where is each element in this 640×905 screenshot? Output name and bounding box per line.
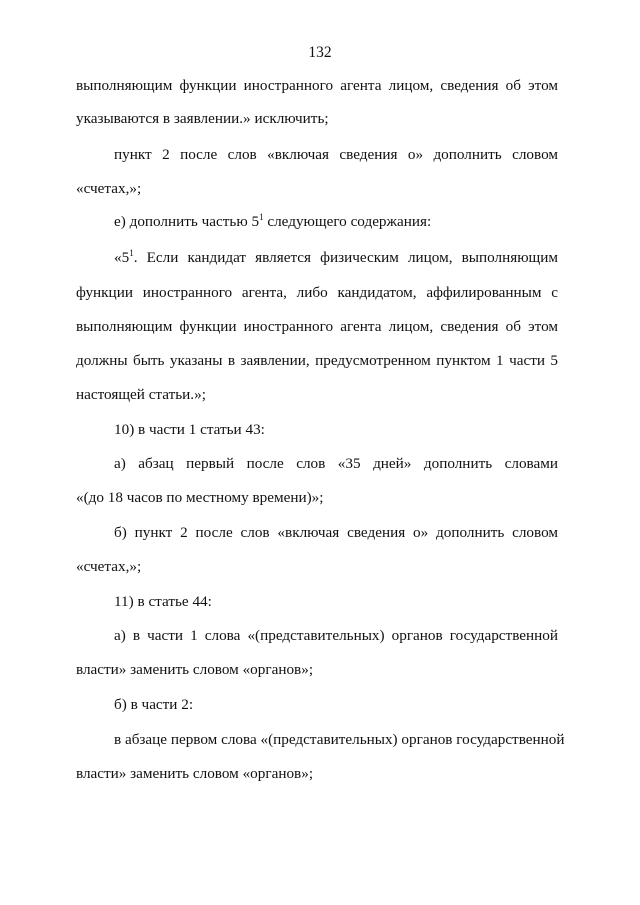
- text-line: должны быть указаны в заявлении, предусмотренном пунктом 1 части 5: [76, 352, 558, 369]
- text-line: [114, 213, 558, 231]
- text-line: «(до 18 часов по местному времени)»;: [76, 489, 324, 506]
- text-fragment: следующего содержания:: [263, 213, 432, 230]
- text-line: в абзаце первом слова «(представительных) органов государственной: [114, 731, 565, 748]
- text-line: функции иностранного агента, либо кандидатом, аффилированным с: [76, 284, 558, 301]
- text-line: б) пункт 2 после слов «включая сведения о» дополнить словом: [114, 524, 558, 541]
- text-line: власти» заменить словом «органов»;: [76, 661, 314, 678]
- text-line: выполняющим функции иностранного агента лицом, сведения об этом: [76, 318, 558, 335]
- text-line: «счетах,»;: [76, 180, 142, 197]
- superscript: 1: [259, 212, 264, 222]
- text-fragment: е) дополнить частью 5: [114, 213, 260, 230]
- page-number: 132: [308, 44, 332, 61]
- text-line: настоящей статьи.»;: [76, 386, 206, 403]
- text-line: а) в части 1 слова «(представительных) органов государственной: [114, 627, 558, 644]
- text-line: власти» заменить словом «органов»;: [76, 765, 314, 782]
- text-line: пункт 2 после слов «включая сведения о» дополнить словом: [114, 146, 558, 163]
- text-line: а) абзац первый после слов «35 дней» дополнить словами: [114, 455, 558, 472]
- text-line: выполняющим функции иностранного агента лицом, сведения об этом: [76, 77, 558, 94]
- text-line: [114, 249, 558, 267]
- text-fragment: «5: [114, 249, 130, 266]
- text-fragment: . Если кандидат является физическим лицом, выполняющим: [133, 249, 558, 266]
- superscript: 1: [129, 248, 134, 258]
- text-line: 10) в части 1 статьи 43:: [114, 421, 265, 438]
- text-line: 11) в статье 44:: [114, 593, 212, 610]
- text-line: «счетах,»;: [76, 558, 142, 575]
- text-line: б) в части 2:: [114, 696, 194, 713]
- text-line: указываются в заявлении.» исключить;: [76, 110, 329, 127]
